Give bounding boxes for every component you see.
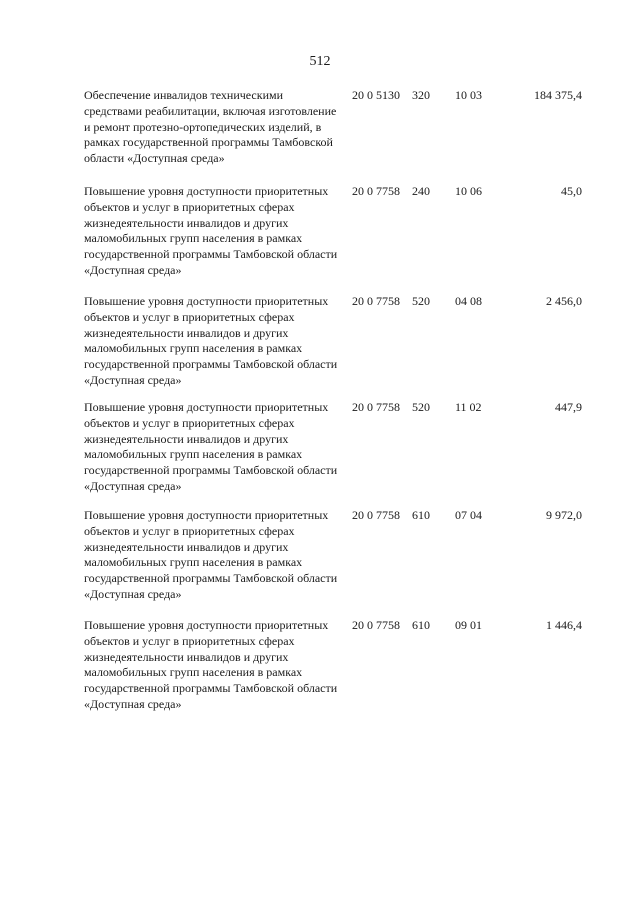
- table-row: [0, 508, 640, 618]
- row-section: 10 06: [455, 184, 482, 198]
- row-target-code: 20 0 7758: [352, 508, 400, 522]
- table-row: [0, 400, 640, 508]
- row-expense-type: 610: [412, 508, 430, 522]
- row-description: Повышение уровня доступности приоритетных объектов и услуг в приоритетных сферах жизнедеятельности инвалидов и других маломобильных групп населения в рамках государственной программы Тамбовской области «Доступная среда»: [84, 184, 338, 277]
- row-section: 04 08: [455, 294, 482, 308]
- row-description: Повышение уровня доступности приоритетных объектов и услуг в приоритетных сферах жизнедеятельности инвалидов и других маломобильных групп населения в рамках государственной программы Тамбовской области «Доступная среда»: [84, 294, 338, 387]
- table-row: [0, 184, 640, 294]
- table-row: [0, 618, 640, 728]
- row-amount: 2 456,0: [546, 294, 582, 308]
- row-target-code: 20 0 7758: [352, 184, 400, 198]
- row-section: 10 03: [455, 88, 482, 102]
- row-amount: 184 375,4: [534, 88, 582, 102]
- row-description: Повышение уровня доступности приоритетных объектов и услуг в приоритетных сферах жизнедеятельности инвалидов и других маломобильных групп населения в рамках государственной программы Тамбовской области «Доступная среда»: [84, 618, 338, 711]
- row-target-code: 20 0 5130: [352, 88, 400, 102]
- row-description: Повышение уровня доступности приоритетных объектов и услуг в приоритетных сферах жизнедеятельности инвалидов и других маломобильных групп населения в рамках государственной программы Тамбовской области «Доступная среда»: [84, 508, 338, 601]
- row-description: Повышение уровня доступности приоритетных объектов и услуг в приоритетных сферах жизнедеятельности инвалидов и других маломобильных групп населения в рамках государственной программы Тамбовской области «Доступная среда»: [84, 400, 338, 493]
- row-description: Обеспечение инвалидов техническими средствами реабилитации, включая изготовление и ремонт протезно-ортопедических изделий, в рамках государственной программы Тамбовской области «Доступная среда»: [84, 88, 337, 166]
- row-expense-type: 520: [412, 400, 430, 414]
- row-amount: 447,9: [555, 400, 582, 414]
- row-expense-type: 240: [412, 184, 430, 198]
- row-section: 11 02: [455, 400, 482, 414]
- row-expense-type: 610: [412, 618, 430, 632]
- row-expense-type: 320: [412, 88, 430, 102]
- row-amount: 9 972,0: [546, 508, 582, 522]
- row-section: 09 01: [455, 618, 482, 632]
- row-target-code: 20 0 7758: [352, 294, 400, 308]
- budget-table: [0, 88, 640, 728]
- row-section: 07 04: [455, 508, 482, 522]
- row-target-code: 20 0 7758: [352, 400, 400, 414]
- row-expense-type: 520: [412, 294, 430, 308]
- row-amount: 45,0: [561, 184, 582, 198]
- page-number: 512: [309, 54, 331, 69]
- row-target-code: 20 0 7758: [352, 618, 400, 632]
- table-row: [0, 294, 640, 400]
- row-amount: 1 446,4: [546, 618, 582, 632]
- table-row: [0, 88, 640, 184]
